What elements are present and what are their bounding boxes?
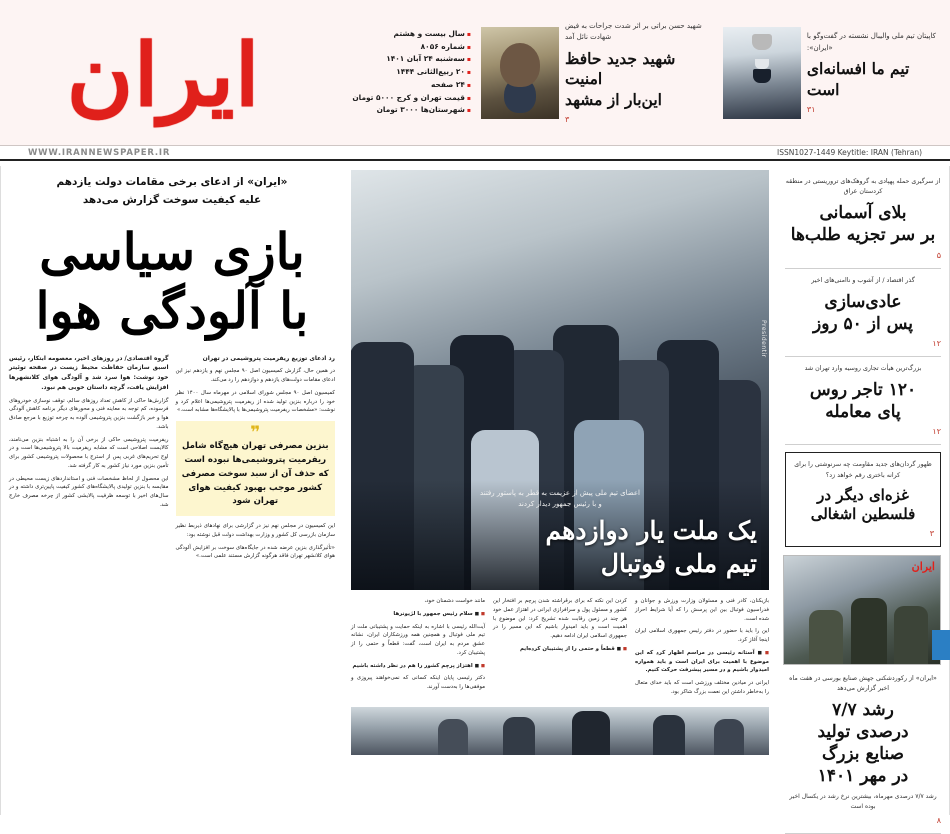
page-edge-marker — [932, 630, 950, 660]
pull-quote-box — [176, 421, 336, 516]
mid-article-col-mid — [493, 597, 627, 701]
teaser-volleyball-title: تیم ما افسانه‌ای است — [806, 59, 910, 99]
caption-kicker-line-1: اعضای تیم ملی پیش از عزیمت به قطر به پاستور رفتند — [480, 488, 640, 497]
industry-page: ۸ — [936, 815, 941, 825]
lead-kicker-line-1: «ایران» از ادعای برخی مقامات دولت یازدهم — [56, 176, 288, 188]
logo-text: ایران — [66, 24, 260, 126]
mid-right-subhead-1: ◼ ◼ سلام رئیس جمهور با لژیونرها — [351, 610, 485, 619]
teaser-security-page: ۳ — [565, 115, 570, 125]
mid-article-columns — [351, 597, 769, 701]
lead-paragraph-2: گزارش‌ها حاکی از کاهش تعداد روزهای سالم، توقف نوسازی خودروهای فرسوده، کم توجه به معاینه فنی و محورهای دیگر برنامه کاهش آلودگی هوا و خبر بازگشت بنزین پتروشیمی آلوده به چرخه توزیع با مرجع صادق باشد. — [9, 397, 169, 430]
industry-title-line-1: رشد ۷/۷ — [832, 700, 894, 721]
president-team-photo[interactable] — [351, 170, 769, 590]
mid-left-p1: بازیکنان، کادر فنی و مسئولان وزارت ورزش و جوانان و فدراسیون فوتبال بین این پرسش را که آیا شرایط احراز شده است. — [635, 598, 769, 622]
sidebar-page-0: ۵ — [936, 250, 941, 260]
sidebar-kicker-0: از سرگیری حمله پهپادی به گروهک‌های تروریستی در منطقه کردستان عراق — [785, 178, 941, 196]
info-year: ▪ سال بیست و هشتم — [394, 28, 471, 41]
lead-article-col-left — [176, 354, 336, 565]
sidebar-item-normalization[interactable] — [785, 269, 941, 357]
sidebar-title-1-line-1: عادی‌سازی — [824, 291, 902, 312]
lead-paragraph-3: ریفرمیت پتروشیمی حاکی از برخی آن را به اشتباه بنزین می‌نامند، کالایست اصلاحی است که مشابه ریفرمیت بالا پتروشیمی‌ها است و در اوج تحریم‌های غربی پس از استرج با محصولات پتروشیمی کشور برای تأمین بنزین مورد نیاز کشور به کار گرفته شد. — [9, 436, 169, 469]
sidebar-title-2-line-1: ۱۲۰ تاجر روس — [809, 380, 917, 401]
caption-title-line-1: یک ملت یار دوازدهم — [545, 516, 757, 545]
teaser-volleyball-page: ۳۱ — [806, 105, 816, 114]
mid-article-col-left — [635, 597, 769, 701]
industry-kicker: «ایران» از رکوردشکنی جهش صنایع بورسی در هفت ماه اخیر گزارش می‌دهد — [789, 674, 937, 692]
lead-headline-line-2: با آلودگی هوا — [35, 280, 309, 340]
sidebar-kicker-2: بزرگ‌ترین هیأت تجاری روسیه وارد تهران شد — [804, 364, 922, 372]
trophy-athlete-photo — [723, 27, 801, 119]
industry-caption: رشد ۷/۷ درصدی مهرماه، بیشترین نرخ رشد در یکسال اخیر بوده است — [789, 793, 937, 811]
lead-article-columns — [9, 354, 335, 565]
sidebar-kicker-3: ظهور گردان‌های جدید مقاومت چه سرنوشتی را برای کرانه باختری رقم خواهد زد؟ — [794, 461, 932, 479]
caption-kicker — [363, 488, 757, 510]
sidebar-page-1: ۱۲ — [932, 338, 941, 348]
sidebar-item-industry-growth[interactable] — [785, 667, 941, 834]
masthead-info-block — [326, 0, 477, 145]
sidebar-item-drone-attack[interactable] — [785, 170, 941, 269]
issn-text: ISSN1027-1449 Keytitle: IRAN (Tehran) — [777, 148, 922, 157]
main-photo-column — [345, 166, 775, 815]
newspaper-logo[interactable] — [0, 0, 326, 145]
photo-credit: Presidentir — [760, 320, 767, 358]
sidebar-page-2: ۱۲ — [932, 427, 941, 437]
teaser-security-title-2: این‌بار از مشهد — [565, 89, 662, 109]
lead-subhead: رد ادعای توزیع ریفرمیت پتروشیمی در تهران — [202, 354, 335, 362]
teaser-security-kicker: شهید حسن براتی بر اثر شدت جراحات به فیض شهادت نائل آمد — [565, 21, 702, 42]
teaser-volleyball-kicker: کاپیتان تیم ملی والیبال نشسته در گفت‌وگو با «ایران»: — [806, 32, 936, 52]
caption-kicker-line-2: و با رئیس جمهور دیدار کردند — [518, 499, 602, 508]
sidebar-title-3-line-1: غزه‌ای دیگر در — [817, 485, 909, 504]
sidebar-item-gaza[interactable] — [785, 452, 941, 546]
teaser-volleyball-captain[interactable] — [723, 0, 950, 145]
sidebar-title-3-line-2: فلسطین اشغالی — [810, 505, 916, 524]
lead-left-paragraph-2: کمیسیون اصل ۹۰ مجلس شورای اسلامی در مهرماه سال ۱۴۰۰ نظر خود را درباره بنزین تولید شده از ریفرمیت پتروشیمی‌ها اعلام کرد و نوشت: «مشخصات ریفرمیت پتروشیمی‌ها با پالایشگاه‌ها مشابه است.» — [175, 389, 335, 414]
sidebar-title-0-line-2: بر سر تجزیه طلب‌ها — [790, 225, 936, 246]
industry-title-line-2: درصدی تولید — [817, 722, 909, 743]
sidebar-item-russian-traders[interactable] — [785, 357, 941, 445]
sidebar-title-2-line-2: پای معامله — [825, 402, 901, 423]
info-price-other: ▪ شهرستان‌ها ۳۰۰۰ تومان — [377, 104, 471, 117]
mid-left-p2: این را باید با حضور در دفتر رئیس جمهوری اسلامی ایران اینجا آغاز کرد. — [635, 628, 769, 643]
industry-title-line-3: صنایع بزرگ — [822, 744, 904, 765]
website-url[interactable]: WWW.IRANNEWSPAPER.IR — [28, 147, 171, 158]
martyr-portrait-photo — [481, 27, 559, 119]
sidebar-page-3: ۳ — [929, 528, 934, 538]
info-issue: ▪ شماره ۸۰۵۶ — [421, 41, 471, 54]
industry-title-line-4: در مهر ۱۴۰۱ — [817, 766, 909, 787]
quote-mark-icon: ❞ — [250, 423, 261, 444]
page-content — [0, 166, 950, 825]
lead-kicker — [9, 174, 335, 210]
lead-kicker-line-2: علیه کیفیت سوخت گزارش می‌دهد — [82, 193, 262, 206]
lead-left-paragraph-1: در همین حال، گزارش کمیسیون اصل ۹۰ مجلس نهم و یازدهم نیز این ادعای مقامات دولت‌های یازدهم و دوازدهم را رد می‌کند. — [175, 368, 335, 384]
mid-right-subhead-2: ◼ ◼ اهتزاز پرچم کشور را هم در نظر داشته باشیم — [351, 662, 485, 671]
lead-headline[interactable] — [9, 222, 335, 340]
lead-story-column — [0, 166, 345, 815]
info-date-solar: ▪ سه‌شنبه ۲۴ آبان ۱۴۰۱ — [386, 53, 471, 66]
mid-right-p3: دکتر رئیسی پایان اینکه کسانی که نمی‌خواهند پیروزی و موفقی‌ها را به‌دست آورند. — [351, 675, 485, 690]
mid-right-p1: مانند خواست دشمنان خود، — [424, 598, 485, 604]
sidebar-column — [775, 166, 950, 825]
caption-title-line-2: تیم ملی فوتبال — [600, 548, 757, 578]
info-pages: ▪ ۲۴ صفحه — [431, 79, 471, 92]
lead-article-col-right — [9, 354, 169, 565]
teaser-security-title-1: شهید جدید حافظ امنیت — [565, 48, 676, 89]
thumb-mini-logo: ایران — [911, 559, 935, 573]
masthead-divider-bar — [0, 145, 950, 161]
lead-left-paragraph-4: «تأثیرگذاری بنزین عرضه شده در جایگاه‌های سوخت بر افزایش آلودگی هوای کلانشهر تهران فاقد هرگونه گزارش مستند علمی است.» — [175, 544, 335, 560]
main-photo-caption — [351, 480, 769, 590]
lead-left-paragraph-3: این کمیسیون در مجلس نهم نیز در گزارشی برای نهادهای ذیربط نظیر سازمان بازرسی کل کشور و وزارت بهداشت دولت قبل نوشته بود: — [175, 523, 335, 538]
info-price-tehran: ▪ قیمت تهران و کرج ۵۰۰۰ تومان — [352, 92, 471, 105]
sidebar-title-0-line-1: بلای آسمانی — [819, 203, 907, 224]
mid-left-subhead: ◼ ◼ آستانه رئیسی در مراسم اظهار کرد که این موضوع با اهمیت برای ایران است و باید همواره امیدوار باشیم و در مسیر پیشرفت حرکت کنیم. — [635, 649, 769, 675]
mid-article-col-right — [351, 597, 485, 701]
sidebar-title-1-line-2: پس از ۵۰ روز — [813, 313, 913, 334]
lead-paragraph-1: گروه اقتصادی/ در روزهای اخیر، معصومه ابتکار، رئیس اسبق سازمان حفاظت محیط زیست در صفحه توئیتر خود نوشت: هوا سرد شد و آلودگی هوای کلانشهر‌ها افزایش یافت، گرچه داستان خوبی هم نبود. — [9, 354, 169, 391]
pull-quote-text: بنزین مصرفی تهران هیچ‌گاه شامل ریفرمیت پتروشیمی‌ها نبوده است که حذف آن از سبد سوخت مصرفی کشور موجب بهبود کیفیت هوای تهران شود — [181, 441, 329, 507]
mid-mid-subhead: ◼ ◼ قطعاً و حتمی را از پشتیبان کرده‌ایم — [493, 645, 627, 654]
mid-mid-p1: کردن این نکته که برای برقراشته شدن پرچم بر افتخار این کشور و مسئول پول و سرافرازی ایرانی در اهتزاز عمل خود هر چند در زمین رقابت شده تشریح کرد: این موضوع با اهمیت است و باید امیدوار باشیم که این مسیر را در جمهوری اسلامی ایران ادامه دهیم. — [493, 598, 627, 639]
info-date-lunar: ▪ ۲۰ ربیع‌الثانی ۱۴۴۴ — [396, 66, 471, 79]
lead-headline-line-1: بازی سیاسی — [39, 221, 305, 281]
officials-group-photo[interactable] — [351, 707, 769, 755]
mid-left-p3: ایرانی در میادین مختلف ورزشی است که باید خدای متعال را به‌خاطر داشتن این نعمت بزرگ شاکر بود. — [635, 680, 769, 695]
mid-right-p2: آیت‌الله رئیسی با اشاره به اینکه حمایت و پشتیبانی ملت از تیم ملی فوتبال و همچنین همه ورزشکاران ایران، نشانه عشق مردم به ایران است، گفت: قطعاً و حتمی را از پشتیبان کرد. — [351, 623, 485, 656]
lead-paragraph-4: این محصول از لحاظ مشخصات فنی و استانداردهای زیست محیطی در مقایسه با بنزین تولیدی پالایشگاه‌های کشور کیفیت پایین‌تری داشته و در سال‌های اخیر با توسعه ظرفیت پالایشی کشور از چرخه مصرف خارج شد. — [9, 475, 169, 508]
sidebar-militants-thumbnail[interactable] — [783, 555, 941, 665]
masthead — [0, 0, 950, 145]
sidebar-kicker-1: گذر اقتصاد / از آشوب و ناامنی‌های اخیر — [811, 276, 915, 284]
teaser-security-martyr[interactable] — [477, 0, 723, 145]
